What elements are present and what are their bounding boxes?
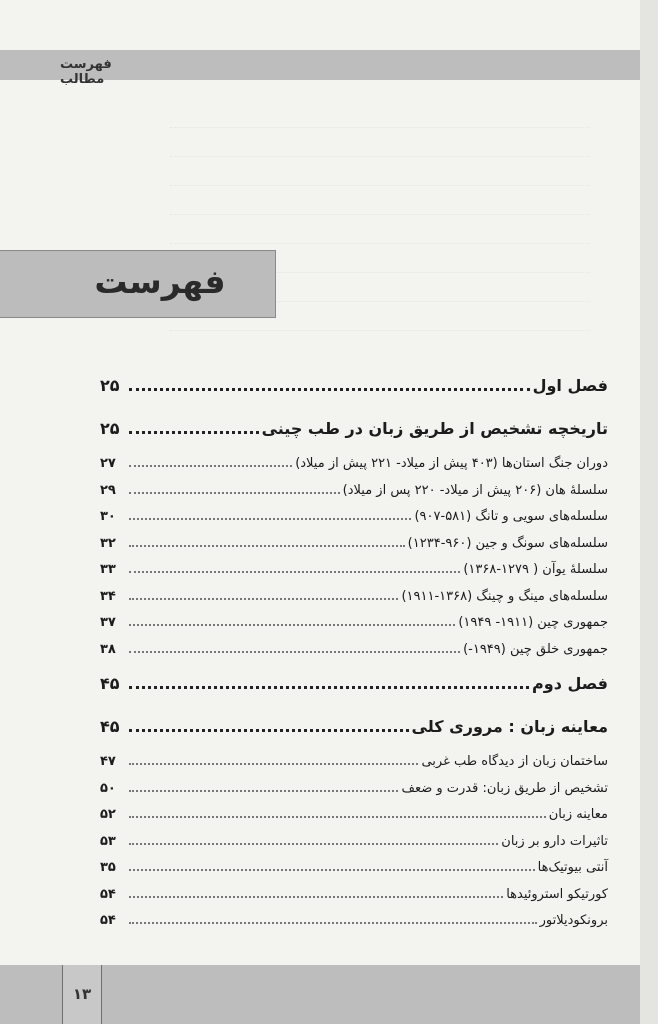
toc-entry bbox=[100, 483, 608, 510]
table-of-contents bbox=[100, 370, 608, 940]
page-title: فهرست bbox=[94, 262, 226, 301]
toc-entry-chapter-2 bbox=[100, 668, 608, 711]
toc-entry-page: ۴۵ bbox=[100, 717, 120, 736]
dot-leader bbox=[129, 680, 529, 689]
toc-entry-title: برونکودیلاتور bbox=[539, 913, 608, 928]
toc-entry bbox=[100, 913, 608, 940]
page-number: ۱۳ bbox=[72, 985, 92, 1003]
toc-entry-title: دوران جنگ استان‌ها (۴۰۳ پیش از میلاد- ۲۲۱ پیش از میلاد) bbox=[295, 456, 608, 471]
dot-leader bbox=[129, 758, 418, 765]
toc-entry-page: ۲۹ bbox=[100, 482, 116, 498]
toc-entry-page: ۵۳ bbox=[100, 833, 116, 849]
toc-entry bbox=[100, 562, 608, 589]
dot-leader bbox=[129, 784, 398, 791]
toc-entry-title: فصل دوم bbox=[532, 674, 608, 693]
toc-entry-chapter-1 bbox=[100, 370, 608, 413]
dot-leader bbox=[129, 566, 460, 573]
toc-entry bbox=[100, 754, 608, 781]
show-through-line bbox=[170, 236, 590, 244]
toc-entry-page: ۳۴ bbox=[100, 588, 116, 604]
dot-leader bbox=[129, 837, 498, 844]
toc-entry bbox=[100, 834, 608, 861]
dot-leader bbox=[129, 425, 259, 434]
dot-leader bbox=[129, 864, 535, 871]
toc-entry-page: ۳۵ bbox=[100, 860, 116, 875]
toc-entry-page: ۳۷ bbox=[100, 615, 116, 630]
dot-leader bbox=[129, 513, 411, 520]
show-through-line bbox=[170, 149, 590, 157]
toc-entry-page: ۳۲ bbox=[100, 535, 116, 551]
toc-entry-title: تشخیص از طریق زبان: قدرت و ضعف bbox=[401, 780, 608, 796]
show-through-line bbox=[170, 323, 590, 331]
toc-entry-page: ۴۵ bbox=[100, 674, 120, 693]
dot-leader bbox=[129, 486, 340, 493]
toc-entry-page: ۴۷ bbox=[100, 754, 116, 769]
toc-entry-title: سلسلهٔ هان (۲۰۶ پیش از میلاد- ۲۲۰ پس از میلاد) bbox=[342, 482, 608, 498]
toc-entry bbox=[100, 860, 608, 887]
toc-entry bbox=[100, 589, 608, 616]
toc-entry-page: ۲۵ bbox=[100, 419, 120, 438]
toc-entry-title: فصل اول bbox=[532, 376, 608, 395]
toc-entry-title: معاینه زبان bbox=[548, 807, 608, 822]
toc-entry-title: ساختمان زبان از دیدگاه طب غربی bbox=[421, 754, 608, 769]
dot-leader bbox=[129, 539, 405, 546]
toc-entry-page: ۳۸ bbox=[100, 641, 116, 657]
toc-entry-title: معاینه زبان : مروری کلی bbox=[411, 717, 608, 736]
toc-entry bbox=[100, 642, 608, 669]
toc-entry-title: آنتی بیوتیک‌ها bbox=[537, 860, 608, 875]
show-through-line bbox=[170, 178, 590, 186]
toc-entry-title: سلسله‌های سونگ و جین (۹۶۰-۱۲۳۴) bbox=[407, 535, 608, 551]
toc-entry-page: ۵۴ bbox=[100, 913, 116, 928]
running-head: فهرست مطالب bbox=[60, 57, 112, 87]
toc-entry-title: جمهوری خلق چین (۱۹۴۹-) bbox=[463, 641, 608, 657]
toc-entry-page: ۵۲ bbox=[100, 807, 116, 822]
dot-leader bbox=[129, 460, 292, 467]
toc-entry bbox=[100, 781, 608, 808]
toc-entry-title: سلسلهٔ یوآن ( ۱۲۷۹-۱۳۶۸) bbox=[463, 562, 608, 577]
toc-entry-section bbox=[100, 711, 608, 754]
toc-entry-page: ۵۴ bbox=[100, 886, 116, 902]
toc-entry-title: جمهوری چین (۱۹۱۱- ۱۹۴۹) bbox=[458, 615, 608, 630]
toc-entry bbox=[100, 887, 608, 914]
dot-leader bbox=[129, 890, 503, 897]
toc-entry-page: ۲۵ bbox=[100, 376, 120, 395]
toc-entry-title: سلسله‌های سویی و تانگ (۵۸۱-۹۰۷) bbox=[414, 509, 608, 524]
toc-entry bbox=[100, 615, 608, 642]
dot-leader bbox=[129, 592, 398, 599]
toc-entry-page: ۳۳ bbox=[100, 562, 116, 577]
toc-entry-title: تاریخچه تشخیص از طریق زبان در طب چینی bbox=[261, 419, 608, 438]
toc-entry-page: ۳۰ bbox=[100, 509, 116, 524]
toc-entry-page: ۲۷ bbox=[100, 456, 116, 471]
show-through-line bbox=[170, 120, 590, 128]
toc-entry bbox=[100, 456, 608, 483]
dot-leader bbox=[129, 645, 460, 652]
toc-entry bbox=[100, 536, 608, 563]
toc-entry-section bbox=[100, 413, 608, 456]
dot-leader bbox=[129, 619, 455, 626]
dot-leader bbox=[129, 917, 537, 924]
toc-entry bbox=[100, 509, 608, 536]
dot-leader bbox=[129, 723, 409, 732]
dot-leader bbox=[129, 382, 530, 391]
toc-entry-title: سلسله‌های مینگ و چینگ (۱۳۶۸-۱۹۱۱) bbox=[401, 588, 608, 604]
page-edge bbox=[640, 0, 658, 1024]
toc-entry-page: ۵۰ bbox=[100, 780, 116, 796]
toc-entry bbox=[100, 807, 608, 834]
dot-leader bbox=[129, 811, 546, 818]
show-through-line bbox=[170, 207, 590, 215]
toc-entry-title: تاثیرات دارو بر زبان bbox=[501, 833, 608, 849]
toc-entry-title: کورتیکو استروئیدها bbox=[506, 886, 608, 902]
